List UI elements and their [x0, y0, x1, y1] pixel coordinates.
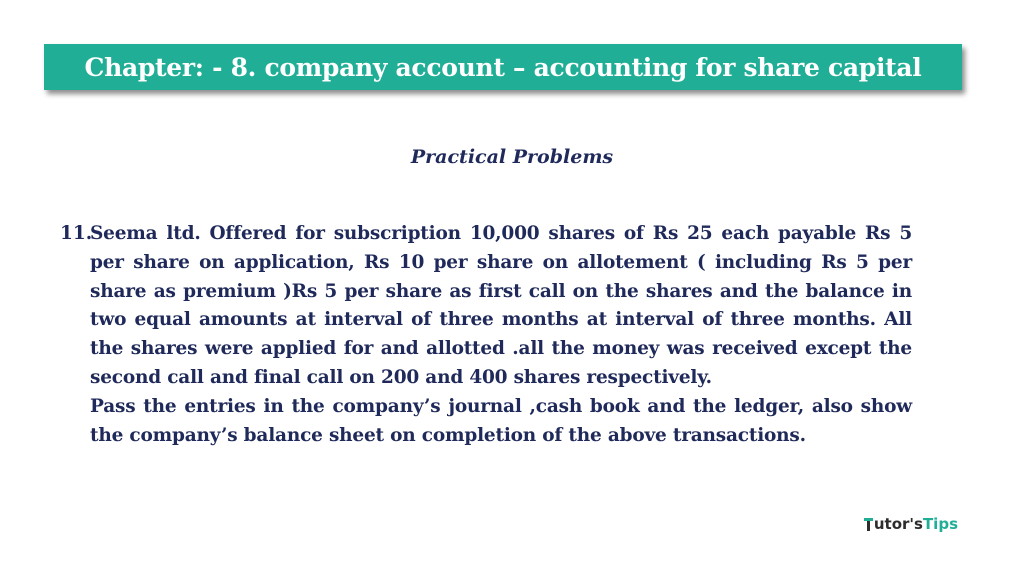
section-subtitle: Practical Problems — [410, 146, 614, 168]
problem-body — [90, 220, 912, 450]
title-banner — [44, 44, 962, 90]
problem-number: 11. — [60, 223, 93, 244]
tutors-tips-logo-icon — [864, 518, 873, 531]
chapter-title: Chapter: - 8. company account – accounting for share capital — [84, 52, 922, 82]
problem-block — [60, 220, 912, 450]
logo-text-accent: Tips — [922, 515, 958, 533]
logo-text-main: utor's — [873, 515, 923, 533]
tutors-tips-logo — [864, 515, 958, 533]
problem-statement: Seema ltd. Offered for subscription 10,000 shares of Rs 25 each payable Rs 5 per share on application, Rs 10 per share on allotement ( including Rs 5 per share as premium )Rs 5 per share as first call on the shares and the balance in two equal amounts at interval of three months at interval of three months. All the shares were applied for and allotted .all the money was received except the second call and final call on 200 and 400 shares respectively. — [90, 223, 912, 388]
problem-instruction: Pass the entries in the company’s journal ,cash book and the ledger, also show the company’s balance sheet on completion of the above transactions. — [90, 395, 912, 446]
